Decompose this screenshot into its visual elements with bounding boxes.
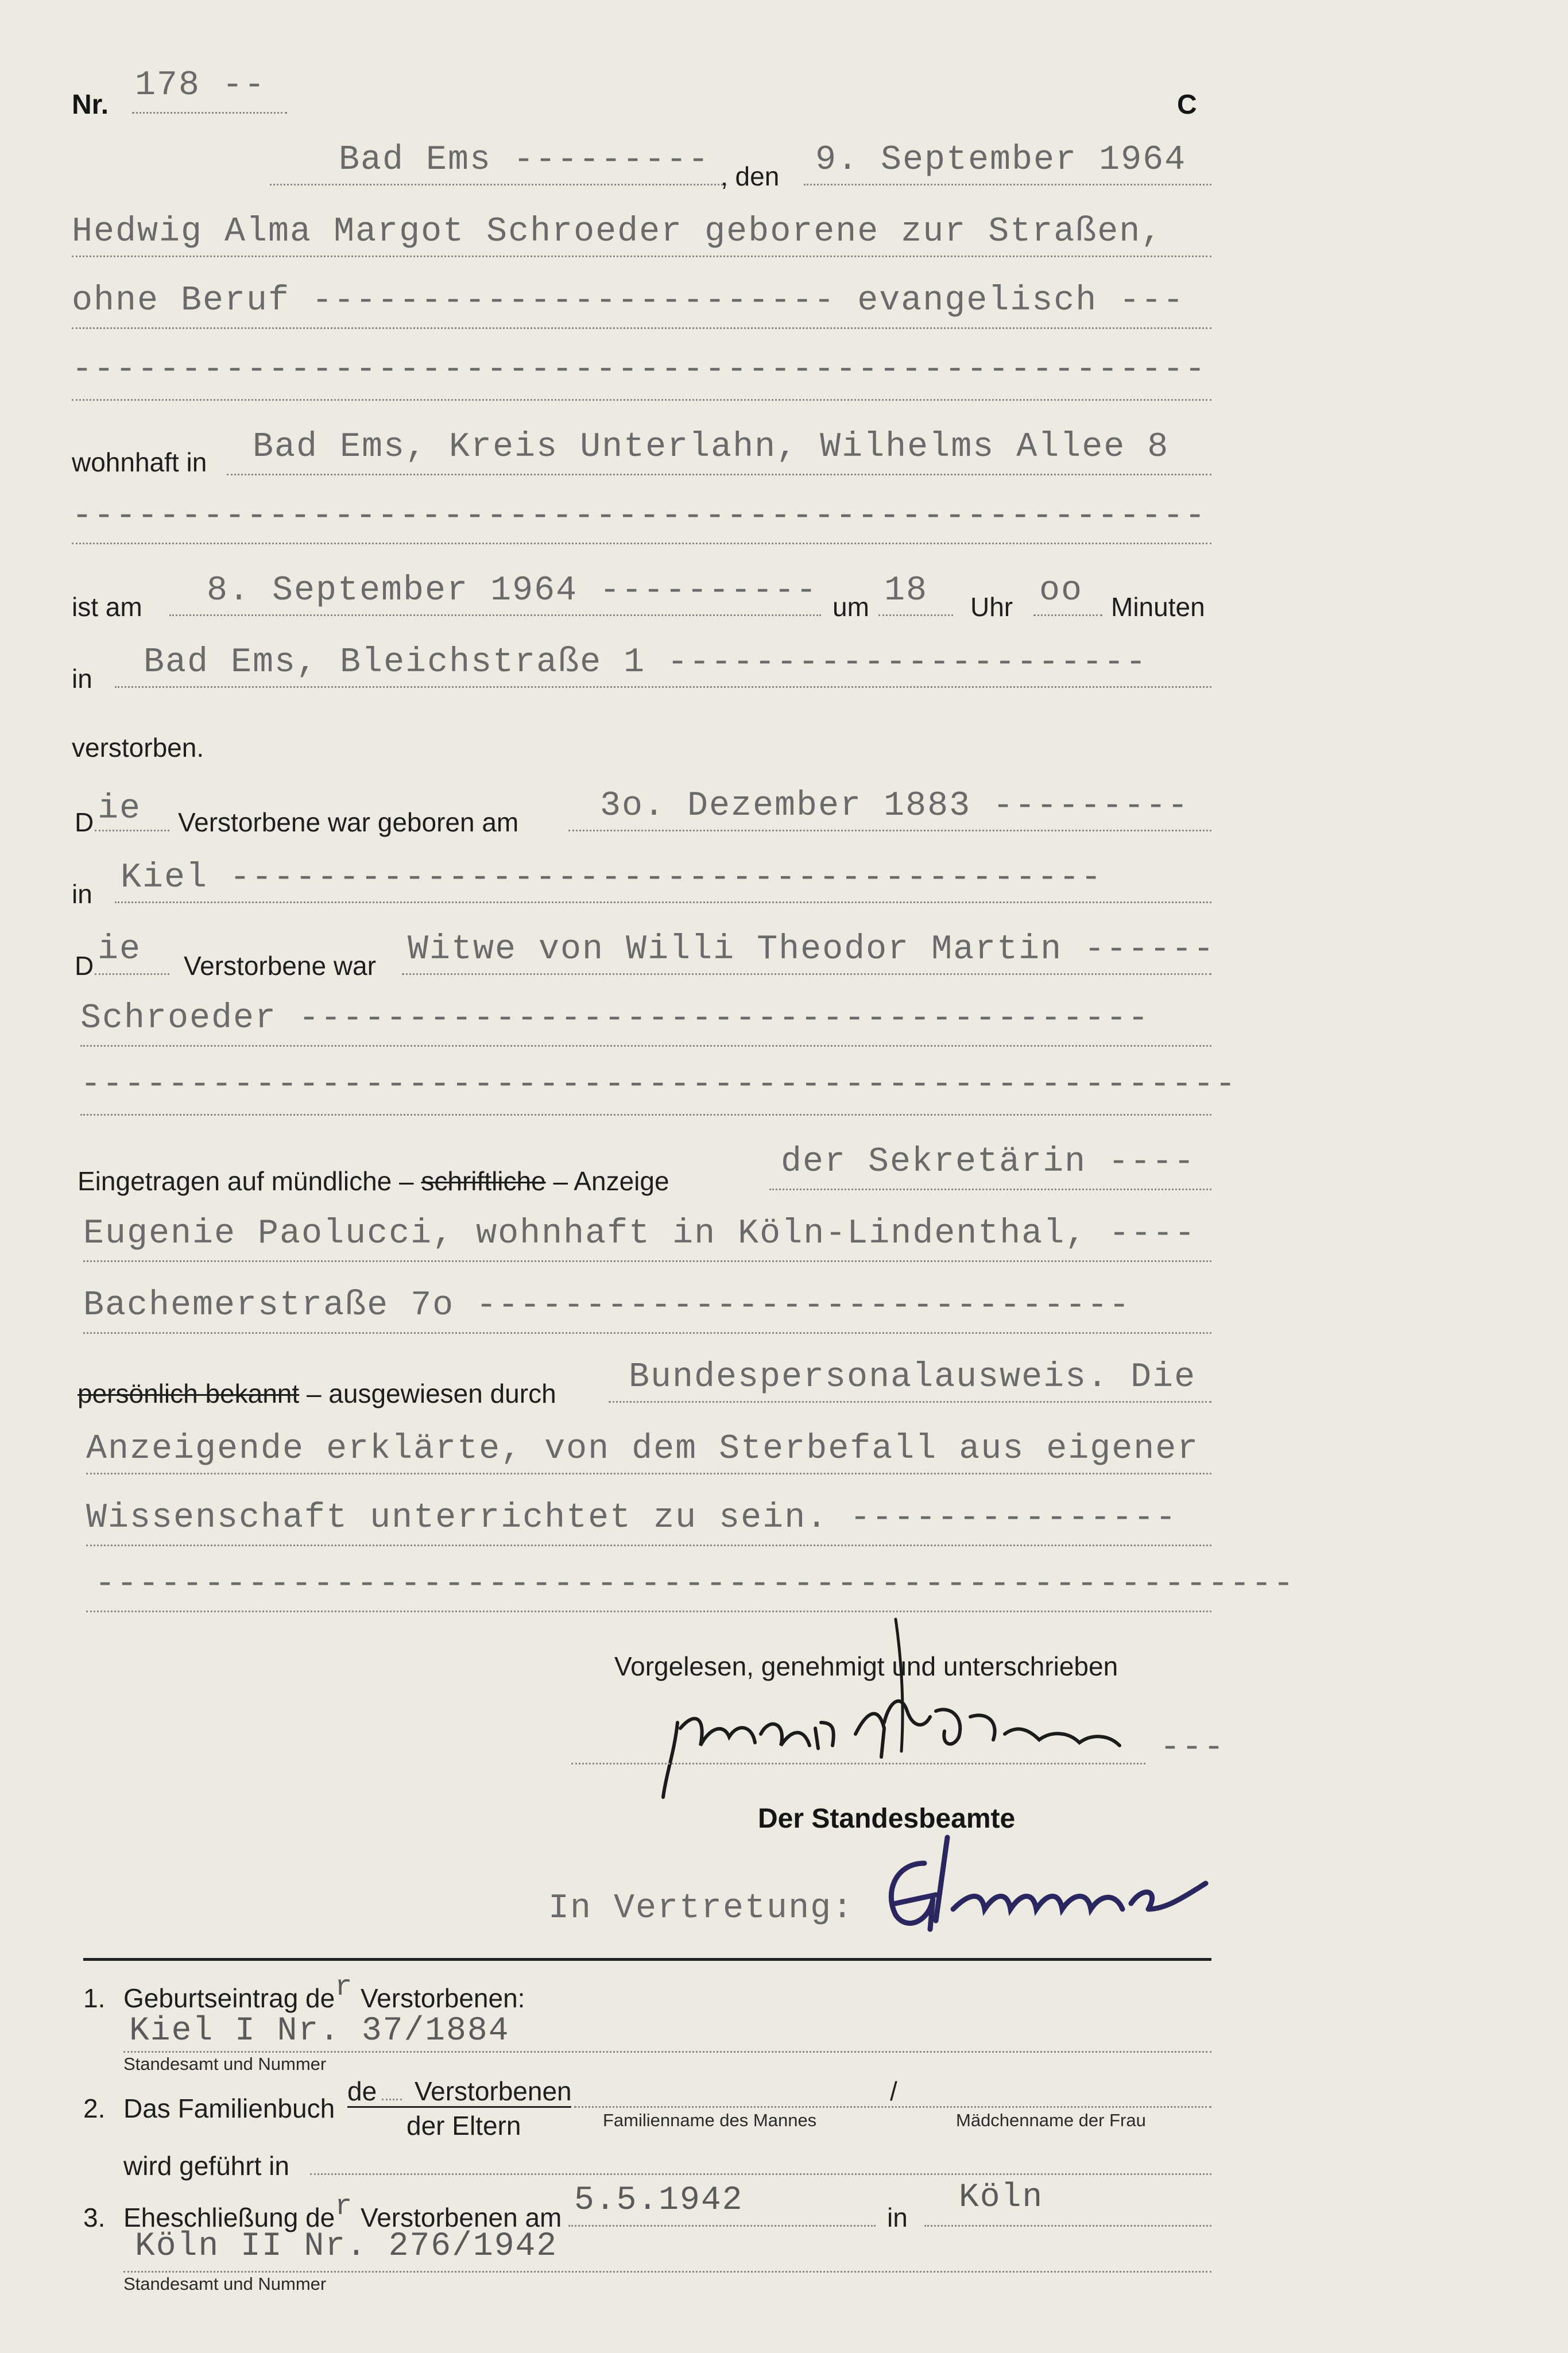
vorgelesen-text: Vorgelesen, genehmigt und unterschrieben [614, 1651, 1118, 1681]
registration-value-2: Eugenie Paolucci, wohnhaft in Köln-Lindenthal, ---- [83, 1214, 1197, 1253]
signature-dotted-line [571, 1763, 1145, 1764]
item2-label: Das Familienbuch [123, 2093, 335, 2123]
dotted-line [86, 1473, 1211, 1475]
dotted-line [80, 1114, 1211, 1116]
dotted-line [568, 2225, 876, 2227]
item1-num: 1. [83, 1983, 106, 2013]
um-label: um [833, 592, 869, 622]
birth-ie-value: ie [98, 790, 142, 829]
registration-label-strike: schriftliche [421, 1166, 546, 1196]
item2-slash: / [890, 2076, 897, 2106]
birth-in-label: in [72, 879, 92, 909]
birth-date-value: 3o. Dezember 1883 --------- [600, 787, 1190, 826]
ident-value-2: Anzeigende erklärte, von dem Sterbefall aus eigener [86, 1430, 1199, 1469]
birth-d-prefix: D [75, 807, 94, 837]
status-ie-value: ie [98, 930, 142, 969]
dotted-line [402, 973, 1211, 975]
dotted-line [115, 686, 1211, 688]
den-label: , den [721, 161, 780, 191]
dotted-line [878, 614, 953, 616]
dotted-line [123, 2051, 1211, 2053]
registration-label-part2: – Anzeige [553, 1166, 669, 1196]
item1-label-b: Verstorbenen: [361, 1983, 525, 2013]
ident-value-3: Wissenschaft unterrichtet zu sein. --------------- [86, 1499, 1178, 1538]
wohnhaft-blank: ---------------------------------------------------- [72, 497, 1207, 536]
wohnhaft-label: wohnhaft in [72, 447, 207, 477]
item3-r: r [335, 2191, 354, 2223]
person-blank-line: ---------------------------------------------------- [72, 350, 1207, 389]
item2-fraction-line [347, 2106, 571, 2108]
dotted-line [924, 2225, 1211, 2227]
death-in-label: in [72, 664, 92, 694]
item3-in: in [887, 2203, 908, 2232]
item3-label-a: Eheschließung de [123, 2203, 335, 2232]
item2-num: 2. [83, 2093, 106, 2123]
nr-label: Nr. [72, 90, 109, 120]
dotted-line [115, 901, 1211, 903]
dotted-line [769, 1189, 1211, 1190]
item2-familienname: Familienname des Mannes [603, 2110, 817, 2130]
nr-value: 178 -- [135, 66, 266, 105]
ident-label-text: – ausgewiesen durch [306, 1379, 556, 1408]
dotted-line [382, 2099, 402, 2100]
birth-place-value: Kiel ---------------------------------------- [121, 858, 1103, 897]
dotted-line [95, 973, 169, 975]
dotted-line [72, 543, 1211, 544]
item2-eltern: der Eltern [406, 2111, 521, 2141]
registration-label [78, 1166, 669, 1197]
status-value-3: ----------------------------------------------------- [80, 1065, 1237, 1104]
item3-num: 3. [83, 2203, 106, 2232]
person-name-line: Hedwig Alma Margot Schroeder geborene zur Straßen, [72, 212, 1163, 251]
dotted-line [169, 614, 821, 616]
status-value-2: Schroeder --------------------------------------- [80, 999, 1150, 1038]
ident-strike: persönlich bekannt [78, 1379, 300, 1408]
dotted-line [83, 1332, 1211, 1334]
status-value-1: Witwe von Willi Theodor Martin ------ [408, 930, 1215, 969]
item1-sub: Standesamt und Nummer [123, 2054, 327, 2074]
dotted-line [86, 1611, 1211, 1612]
dotted-line [72, 399, 1211, 401]
person-beruf-line: ohne Beruf ------------------------ evangelisch --- [72, 281, 1185, 320]
registration-label-part1: Eingetragen auf mündliche – [78, 1166, 414, 1196]
date-dotted-line [804, 184, 1211, 185]
place-dotted-line [270, 184, 726, 185]
dotted-line [80, 1045, 1211, 1047]
dotted-line [568, 830, 1211, 831]
item1-label [123, 1971, 525, 2017]
nr-dotted-line [132, 112, 287, 114]
vertretung-label: In Vertretung: [548, 1889, 854, 1928]
footer-rule [83, 1958, 1211, 1961]
item2-de: de [347, 2076, 377, 2106]
official-signature [861, 1829, 1217, 1938]
place-value: Bad Ems --------- [339, 141, 710, 180]
dotted-line [72, 256, 1211, 257]
date-value: 9. September 1964 [815, 141, 1187, 180]
death-minute-value: oo [1039, 571, 1083, 610]
item3-place: Köln [959, 2179, 1044, 2216]
form-letter: C [1177, 90, 1197, 120]
registration-value-1: der Sekretärin ---- [781, 1143, 1196, 1182]
ident-value-1: Bundespersonalausweis. Die [629, 1358, 1197, 1397]
item2-verstorbenen: Verstorbenen [415, 2076, 572, 2106]
ist-am-label: ist am [72, 592, 142, 622]
death-date-value: 8. September 1964 ---------- [207, 571, 818, 610]
dotted-line [123, 2271, 1211, 2273]
item3-date: 5.5.1942 [574, 2182, 744, 2219]
dotted-line [72, 327, 1211, 329]
item2-gefuehrt: wird geführt in [123, 2151, 289, 2181]
item3-sub: Standesamt und Nummer [123, 2274, 327, 2294]
death-hour-value: 18 [884, 571, 928, 610]
status-label: Verstorbene war [184, 951, 376, 981]
death-place-value: Bad Ems, Bleichstraße 1 ---------------------- [144, 643, 1148, 682]
uhr-label: Uhr [970, 592, 1013, 622]
dotted-line [95, 830, 169, 831]
ident-value-4: ------------------------------------------------------- [95, 1565, 1295, 1604]
dotted-line [227, 474, 1211, 475]
item3-label-b: Verstorbenen am [361, 2203, 562, 2232]
signature-trailing-dashes: --- [1160, 1728, 1226, 1767]
registration-value-3: Bachemerstraße 7o ------------------------------ [83, 1286, 1131, 1325]
item2-maedchenname: Mädchenname der Frau [956, 2110, 1146, 2130]
dotted-line [86, 1545, 1211, 1546]
wohnhaft-value: Bad Ems, Kreis Unterlahn, Wilhelms Allee 8 [253, 428, 1170, 467]
item1-label-a: Geburtseintrag de [123, 1983, 335, 2013]
minuten-label: Minuten [1111, 592, 1205, 622]
birth-label: Verstorbene war geboren am [178, 807, 519, 837]
item3-value: Köln II Nr. 276/1942 [135, 2228, 558, 2265]
item1-value: Kiel I Nr. 37/1884 [129, 2013, 510, 2050]
dotted-line [574, 2106, 1211, 2108]
informant-signature [614, 1613, 1200, 1809]
item1-r: r [335, 1971, 354, 2004]
official-label: Der Standesbeamte [758, 1804, 1016, 1834]
dotted-line [1033, 614, 1102, 616]
dotted-line [310, 2173, 1211, 2175]
dotted-line [83, 1260, 1211, 1262]
dotted-line [609, 1401, 1211, 1403]
status-d-prefix: D [75, 951, 94, 981]
ident-label [78, 1378, 556, 1409]
verstorben-label: verstorben. [72, 733, 204, 763]
